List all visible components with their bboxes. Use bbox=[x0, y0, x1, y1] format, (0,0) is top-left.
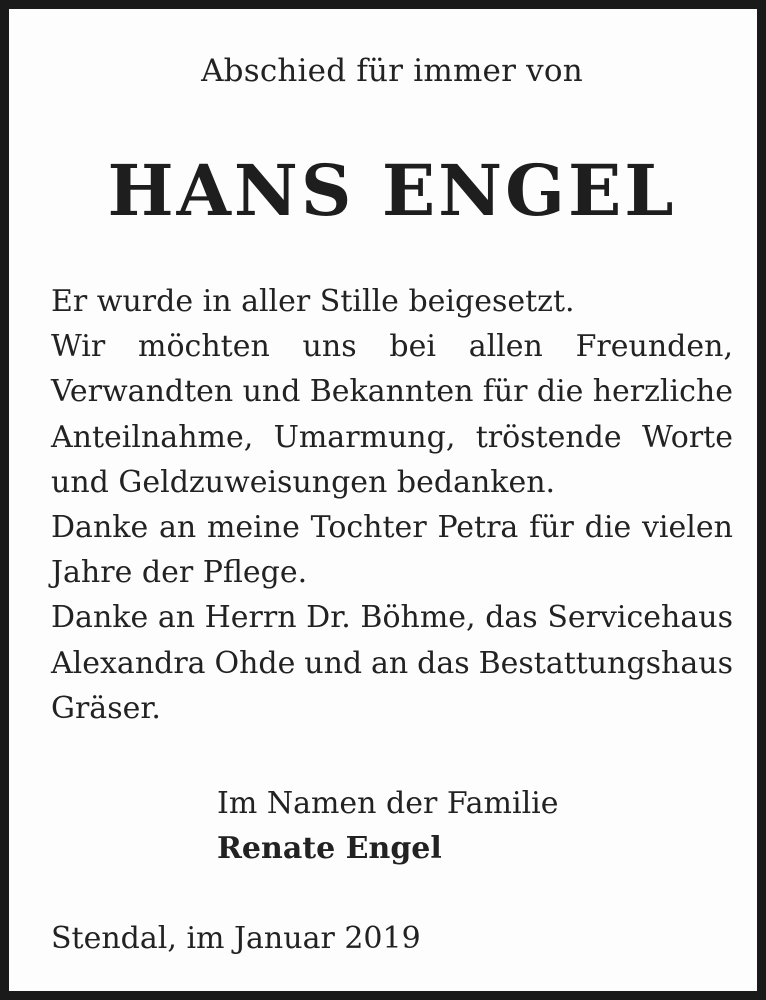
body-word: die bbox=[584, 510, 632, 546]
body-word: Petra bbox=[437, 510, 519, 546]
body-word: an bbox=[371, 645, 409, 681]
body-word: und bbox=[304, 645, 363, 681]
body-line: Gräser. bbox=[51, 690, 161, 726]
notice-heading: Abschied für immer von bbox=[201, 53, 583, 89]
signoff-block bbox=[217, 781, 559, 871]
body-word: Umarmung, bbox=[273, 419, 456, 455]
body-line: Er wurde in aller Stille beigesetzt. bbox=[51, 284, 575, 319]
body-word: und bbox=[242, 374, 301, 410]
body-line bbox=[51, 641, 733, 686]
body-line: und Geldzuweisungen bedanken. bbox=[51, 464, 556, 500]
body-line bbox=[51, 505, 733, 550]
body-word: Wir bbox=[51, 329, 106, 365]
body-word: Bestattungshaus bbox=[478, 645, 733, 681]
deceased-name: HANS ENGEL bbox=[107, 149, 677, 232]
body-word: vielen bbox=[641, 510, 733, 546]
body-word: für bbox=[529, 510, 574, 546]
signoff-text: Im Namen der Familie bbox=[217, 786, 559, 821]
body-line bbox=[51, 324, 733, 369]
body-word: Ohde bbox=[214, 645, 296, 681]
body-word: Danke bbox=[51, 600, 149, 636]
body-line bbox=[51, 369, 733, 414]
body-word: Dr. bbox=[306, 600, 351, 636]
body-word: uns bbox=[302, 329, 357, 365]
body-word: möchten bbox=[138, 329, 270, 365]
signer-name: Renate Engel bbox=[217, 831, 442, 866]
body-word: Alexandra bbox=[51, 645, 206, 681]
place-date: Stendal, im Januar 2019 bbox=[51, 921, 421, 956]
body-word: das bbox=[417, 645, 470, 681]
body-word: Danke bbox=[51, 510, 149, 546]
body-word: das bbox=[485, 600, 538, 636]
body-word: Böhme, bbox=[360, 600, 476, 636]
body-word: Verwandten bbox=[51, 374, 234, 410]
body-word: allen bbox=[468, 329, 543, 365]
body-word: meine bbox=[206, 510, 300, 546]
notice-body bbox=[51, 279, 733, 731]
body-line bbox=[51, 415, 733, 460]
body-word: herzliche bbox=[592, 374, 733, 410]
body-word: Anteilnahme, bbox=[51, 419, 254, 455]
body-word: für bbox=[482, 374, 528, 410]
body-word: Freunden, bbox=[575, 329, 733, 365]
body-word: Tochter bbox=[310, 510, 427, 546]
body-word: an bbox=[157, 600, 196, 636]
body-word: Herrn bbox=[204, 600, 297, 636]
body-word: die bbox=[536, 374, 584, 410]
body-word: tröstende bbox=[475, 419, 622, 455]
body-word: Worte bbox=[641, 419, 733, 455]
body-line bbox=[51, 595, 733, 640]
body-word: bei bbox=[389, 329, 436, 365]
body-word: Bekannten bbox=[309, 374, 474, 410]
body-line: Jahre der Pflege. bbox=[51, 555, 308, 591]
body-word: Servicehaus bbox=[547, 600, 733, 636]
body-word: an bbox=[158, 510, 197, 546]
